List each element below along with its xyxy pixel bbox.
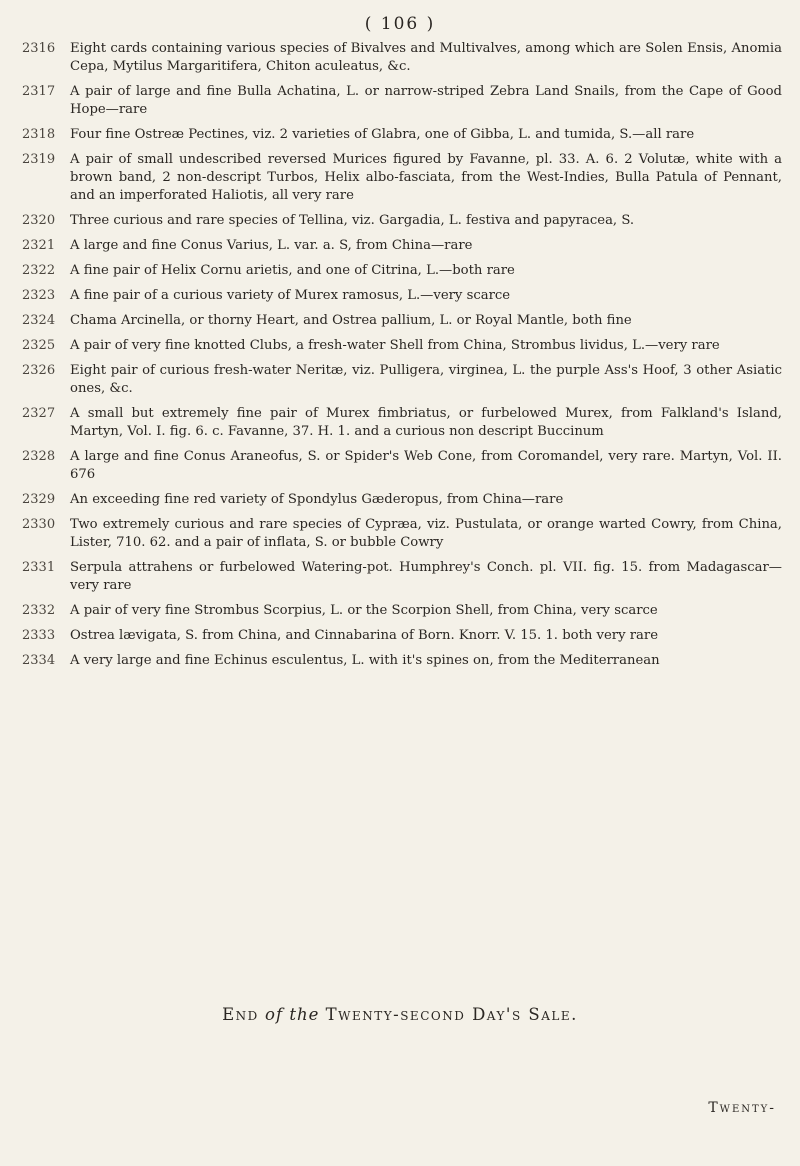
lot-number: 2319 <box>22 152 56 167</box>
lot-number: 2327 <box>22 406 56 421</box>
lot-entry <box>22 491 782 509</box>
lot-entry <box>22 516 782 552</box>
lot-description: A fine pair of a curious variety of Murex ramosus, L.—very scarce <box>70 288 511 303</box>
lot-number: 2320 <box>22 213 56 228</box>
lot-number: 2318 <box>22 127 56 142</box>
lot-description: Two extremely curious and rare species of Cypræa, viz. Pustulata, or orange warted Cowry, from China, Lister, 710. 62. and a pair of inflata, S. or bubble Cowry <box>70 517 782 550</box>
lot-description: Eight cards containing various species of Bivalves and Multivalves, among which are Solen Ensis, Anomia Cepa, Mytilus Margaritifera, Chiton aculeatus, &c. <box>70 41 782 74</box>
lot-entry <box>22 337 782 355</box>
lot-entry <box>22 237 782 255</box>
lot-entry <box>22 212 782 230</box>
lot-number: 2323 <box>22 288 56 303</box>
lot-entry <box>22 405 782 441</box>
lot-entry <box>22 362 782 398</box>
lot-number: 2328 <box>22 449 56 464</box>
lot-number: 2334 <box>22 653 56 668</box>
lot-description: An exceeding fine red variety of Spondylus Gæderopus, from China—rare <box>70 492 564 507</box>
lot-entry <box>22 126 782 144</box>
sale-title: Twenty-second Day's Sale. <box>325 1005 578 1024</box>
lot-description: Eight pair of curious fresh-water Neritæ, viz. Pulligera, virginea, L. the purple Ass's Hoof, 3 other Asiatic ones, &c. <box>70 363 782 396</box>
lot-entry <box>22 448 782 484</box>
lot-description: Chama Arcinella, or thorny Heart, and Ostrea pallium, L. or Royal Mantle, both fine <box>70 313 632 328</box>
lot-number: 2329 <box>22 492 56 507</box>
lot-description: Three curious and rare species of Tellina, viz. Gargadia, L. festiva and papyracea, S. <box>70 213 635 228</box>
lot-number: 2321 <box>22 238 56 253</box>
lot-number: 2317 <box>22 84 56 99</box>
lot-entry <box>22 602 782 620</box>
lot-description: A pair of small undescribed reversed Murices figured by Favanne, pl. 33. A. 6. 2 Volutæ, white with a brown band, 2 non-descript Turbos, Helix albo-fasciata, from the West-Indies, Bulla Patula of Pennant, and an imperforated Haliotis, all very rare <box>70 152 782 203</box>
lot-entry <box>22 627 782 645</box>
lot-entry <box>22 40 782 76</box>
lot-description: A pair of large and fine Bulla Achatina, L. or narrow-striped Zebra Land Snails, from the Cape of Good Hope—rare <box>70 84 782 117</box>
catchword: Twenty- <box>708 1100 776 1116</box>
lot-number: 2330 <box>22 517 56 532</box>
lot-number: 2331 <box>22 560 56 575</box>
lot-description: A pair of very fine Strombus Scorpius, L. or the Scorpion Shell, from China, very scarce <box>70 603 658 618</box>
lot-entry <box>22 312 782 330</box>
lot-entry <box>22 83 782 119</box>
lot-number: 2326 <box>22 363 56 378</box>
lot-description: Ostrea lævigata, S. from China, and Cinnabarina of Born. Knorr. V. 15. 1. both very rare <box>70 628 659 643</box>
lot-description: A small but extremely fine pair of Murex fimbriatus, or furbelowed Murex, from Falkland's Island, Martyn, Vol. I. fig. 6. c. Favanne, 37. H. 1. and a curious non descript Buccinum <box>70 406 782 439</box>
lot-description: A very large and fine Echinus esculentus, L. with it's spines on, from the Mediterranean <box>70 653 660 668</box>
lot-number: 2322 <box>22 263 56 278</box>
lot-entry <box>22 287 782 305</box>
lot-description: A fine pair of Helix Cornu arietis, and one of Citrina, L.—both rare <box>70 263 515 278</box>
lot-number: 2332 <box>22 603 56 618</box>
lot-description: Serpula attrahens or furbelowed Watering-pot. Humphrey's Conch. pl. VII. fig. 15. from Madagascar—very rare <box>70 560 782 593</box>
lot-number: 2333 <box>22 628 56 643</box>
end-of-sale-line <box>0 1005 800 1024</box>
lot-number: 2316 <box>22 41 56 56</box>
lot-entry <box>22 262 782 280</box>
lot-description: A large and fine Conus Araneofus, S. or Spider's Web Cone, from Coromandel, very rare. Martyn, Vol. II. 676 <box>70 449 782 482</box>
end-word: End <box>222 1005 259 1024</box>
lot-entry <box>22 559 782 595</box>
lot-description: A large and fine Conus Varius, L. var. a. S, from China—rare <box>70 238 473 253</box>
lot-description: A pair of very fine knotted Clubs, a fresh-water Shell from China, Strombus lividus, L.—very rare <box>70 338 720 353</box>
of-the-words: of the <box>265 1005 320 1024</box>
lot-description: Four fine Ostreæ Pectines, viz. 2 varieties of Glabra, one of Gibba, L. and tumida, S.—all rare <box>70 127 695 142</box>
lot-number: 2325 <box>22 338 56 353</box>
lot-list <box>22 40 782 677</box>
lot-entry <box>22 652 782 670</box>
page-number: ( 106 ) <box>364 14 436 34</box>
lot-number: 2324 <box>22 313 56 328</box>
lot-entry <box>22 151 782 205</box>
